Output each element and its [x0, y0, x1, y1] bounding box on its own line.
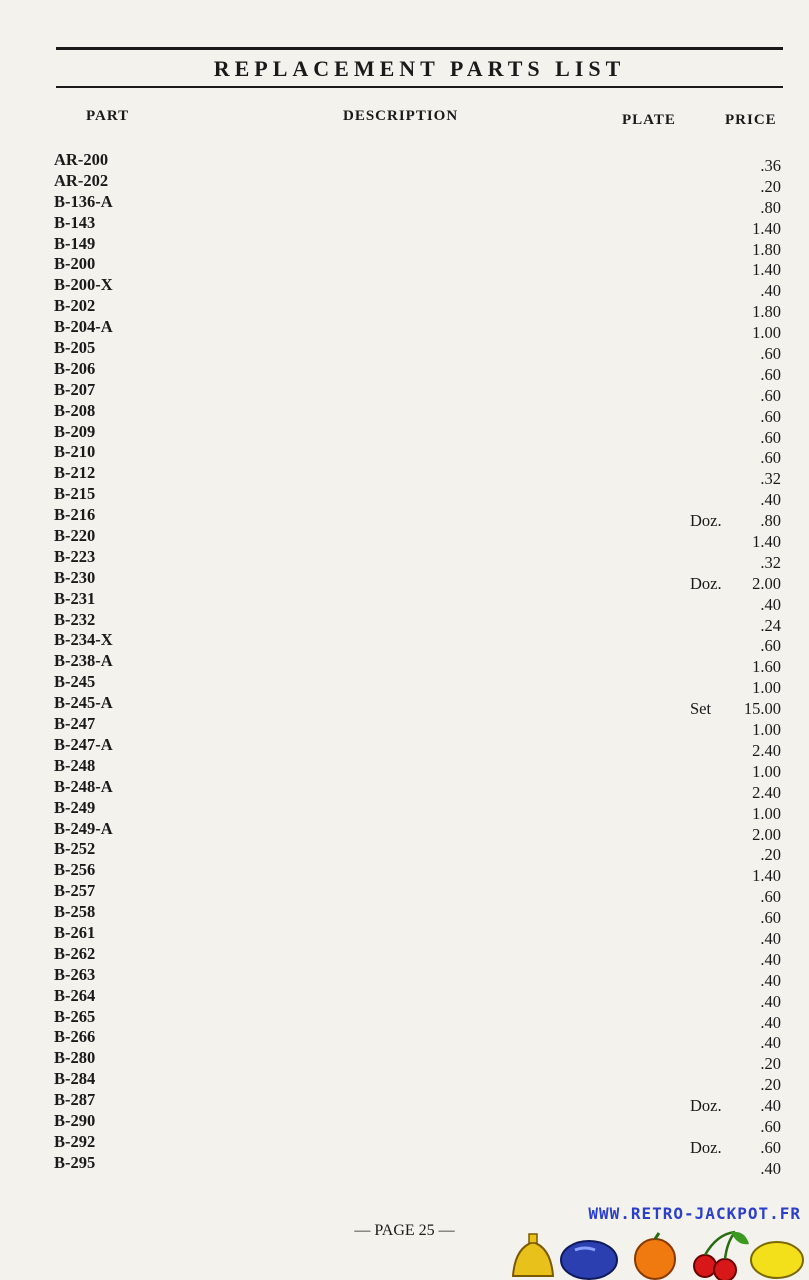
header-price: PRICE	[725, 112, 777, 128]
part-number: B-262	[54, 943, 96, 963]
part-price: 1.00	[752, 678, 781, 698]
part-number: AR-200	[54, 150, 109, 169]
table-row	[0, 818, 809, 844]
part-price: .40	[760, 1096, 781, 1116]
part-number: B-238-A	[54, 651, 113, 671]
part-number: B-231	[54, 588, 96, 608]
part-number: B-249	[54, 797, 96, 817]
table-row	[0, 1152, 809, 1178]
price-unit: Doz.	[690, 511, 722, 531]
part-number: B-216	[54, 505, 96, 525]
watermark-text: WWW.RETRO-JACKPOT.FR	[588, 1204, 801, 1223]
part-price: 2.40	[752, 740, 781, 760]
table-row	[0, 191, 809, 217]
table-row	[0, 714, 809, 740]
table-row	[0, 776, 809, 802]
table-row	[0, 609, 809, 635]
part-price: 2.40	[752, 782, 781, 802]
table-row	[0, 212, 809, 238]
table-row	[0, 985, 809, 1011]
part-number: B-220	[54, 526, 96, 546]
table-row	[0, 839, 809, 865]
price-unit: Doz.	[690, 573, 722, 593]
part-price: .60	[760, 448, 781, 468]
part-price: .60	[760, 636, 781, 656]
table-row	[0, 317, 809, 343]
part-price: 1.40	[752, 218, 781, 238]
part-price: .32	[760, 469, 781, 489]
table-row	[0, 881, 809, 907]
part-number: B-295	[54, 1152, 96, 1172]
part-number: B-202	[54, 296, 96, 316]
part-price: 1.40	[752, 532, 781, 552]
part-number: B-215	[54, 484, 96, 504]
part-price: .60	[760, 1116, 781, 1136]
table-row	[0, 860, 809, 886]
table-row	[0, 358, 809, 384]
part-number: B-248-A	[54, 776, 113, 796]
page-title: REPLACEMENT PARTS LIST	[213, 56, 626, 81]
table-row	[0, 1048, 809, 1074]
table-row	[0, 755, 809, 781]
header-description: DESCRIPTION	[343, 108, 459, 124]
part-number: B-265	[54, 1006, 96, 1026]
part-number: B-266	[54, 1027, 96, 1047]
parts-table	[0, 150, 809, 1178]
header-part: PART	[86, 108, 130, 124]
part-price: .60	[760, 406, 781, 426]
part-price: 1.00	[752, 761, 781, 781]
part-number: B-205	[54, 338, 96, 358]
table-row	[0, 421, 809, 447]
part-price: 1.40	[752, 866, 781, 886]
part-price: 1.60	[752, 657, 781, 677]
table-row	[0, 338, 809, 364]
part-number: B-204-A	[54, 317, 113, 337]
part-price: .60	[760, 344, 781, 364]
table-row	[0, 170, 809, 196]
part-price: .60	[760, 364, 781, 384]
part-price: .40	[760, 594, 781, 614]
part-number: AR-202	[54, 170, 109, 190]
part-number: B-284	[54, 1069, 96, 1089]
part-number: B-258	[54, 902, 96, 922]
title-rule	[56, 86, 783, 88]
table-row	[0, 1090, 809, 1116]
table-row	[0, 1027, 809, 1053]
part-price: .40	[760, 281, 781, 301]
table-row	[0, 630, 809, 656]
slot-fruits-logo	[505, 1228, 805, 1280]
table-row	[0, 296, 809, 322]
price-unit: Doz.	[690, 1137, 722, 1157]
part-number: B-245-A	[54, 693, 113, 713]
part-number: B-252	[54, 839, 96, 859]
part-price: .24	[760, 615, 781, 635]
part-price: 15.00	[743, 699, 781, 719]
part-price: .36	[760, 156, 781, 175]
part-number: B-256	[54, 860, 96, 880]
part-price: .20	[760, 845, 781, 865]
table-row	[0, 505, 809, 531]
part-number: B-287	[54, 1090, 96, 1110]
part-number: B-248	[54, 755, 96, 775]
part-price: .20	[760, 176, 781, 196]
table-row	[0, 588, 809, 614]
table-row	[0, 463, 809, 489]
table-row	[0, 379, 809, 405]
part-number: B-230	[54, 567, 96, 587]
part-price: 2.00	[752, 573, 781, 593]
part-price: 1.00	[752, 720, 781, 740]
price-unit: Doz.	[690, 1096, 722, 1116]
table-row	[0, 922, 809, 948]
part-number: B-247	[54, 714, 96, 734]
part-number: B-249-A	[54, 818, 113, 838]
table-row	[0, 1131, 809, 1157]
part-number: B-290	[54, 1110, 96, 1130]
part-price: .60	[760, 1137, 781, 1157]
part-number: B-200	[54, 254, 96, 274]
table-row	[0, 484, 809, 510]
part-number: B-143	[54, 212, 96, 232]
part-number: B-234-X	[54, 630, 113, 650]
part-price: .40	[760, 991, 781, 1011]
part-price: .60	[760, 887, 781, 907]
table-row	[0, 567, 809, 593]
part-price: .60	[760, 908, 781, 928]
part-number: B-206	[54, 358, 96, 378]
part-number: B-200-X	[54, 275, 113, 295]
part-number: B-245	[54, 672, 96, 692]
part-price: 1.00	[752, 803, 781, 823]
table-row	[0, 1110, 809, 1136]
table-row	[0, 651, 809, 677]
table-row	[0, 672, 809, 698]
top-rule-thick	[56, 47, 783, 50]
part-number: B-209	[54, 421, 96, 441]
part-number: B-280	[54, 1048, 96, 1068]
part-price: .40	[760, 1012, 781, 1032]
part-number: B-207	[54, 379, 96, 399]
page-footer: — PAGE 25 —	[354, 1222, 455, 1239]
part-price: 1.80	[752, 302, 781, 322]
part-number: B-292	[54, 1131, 96, 1151]
part-price: 1.00	[752, 323, 781, 343]
part-price: 1.80	[752, 239, 781, 259]
part-number: B-261	[54, 922, 96, 942]
part-price: .40	[760, 1033, 781, 1053]
part-price: .80	[760, 511, 781, 531]
part-number: B-208	[54, 400, 96, 420]
part-number: B-257	[54, 881, 96, 901]
table-row	[0, 734, 809, 760]
table-row	[0, 902, 809, 928]
part-price: .40	[760, 970, 781, 990]
table-row	[0, 400, 809, 426]
table-row	[0, 254, 809, 280]
table-row	[0, 233, 809, 259]
part-price: 2.00	[752, 824, 781, 844]
part-price: .40	[760, 928, 781, 948]
table-row	[0, 275, 809, 301]
part-number: B-264	[54, 985, 96, 1005]
part-number: B-149	[54, 233, 96, 253]
part-price: .40	[760, 949, 781, 969]
table-row	[0, 526, 809, 552]
part-price: .40	[760, 1158, 781, 1178]
part-number: B-263	[54, 964, 96, 984]
table-row	[0, 1069, 809, 1095]
table-row	[0, 693, 809, 719]
part-number: B-210	[54, 442, 96, 462]
table-row	[0, 964, 809, 990]
part-number: B-212	[54, 463, 96, 483]
part-price: .80	[760, 197, 781, 217]
part-number: B-232	[54, 609, 96, 629]
part-price: 1.40	[752, 260, 781, 280]
part-price: .60	[760, 385, 781, 405]
price-unit: Set	[690, 699, 712, 719]
part-number: B-223	[54, 546, 96, 566]
table-row	[0, 797, 809, 823]
part-price: .60	[760, 427, 781, 447]
part-price: .20	[760, 1075, 781, 1095]
header-plate: PLATE	[622, 112, 676, 128]
part-price: .20	[760, 1054, 781, 1074]
table-row	[0, 1006, 809, 1032]
table-row	[0, 546, 809, 572]
part-number: B-136-A	[54, 191, 113, 211]
part-price: .32	[760, 552, 781, 572]
table-row	[0, 943, 809, 969]
part-price: .40	[760, 490, 781, 510]
part-number: B-247-A	[54, 734, 113, 754]
table-row	[0, 442, 809, 468]
table-row	[0, 150, 809, 175]
